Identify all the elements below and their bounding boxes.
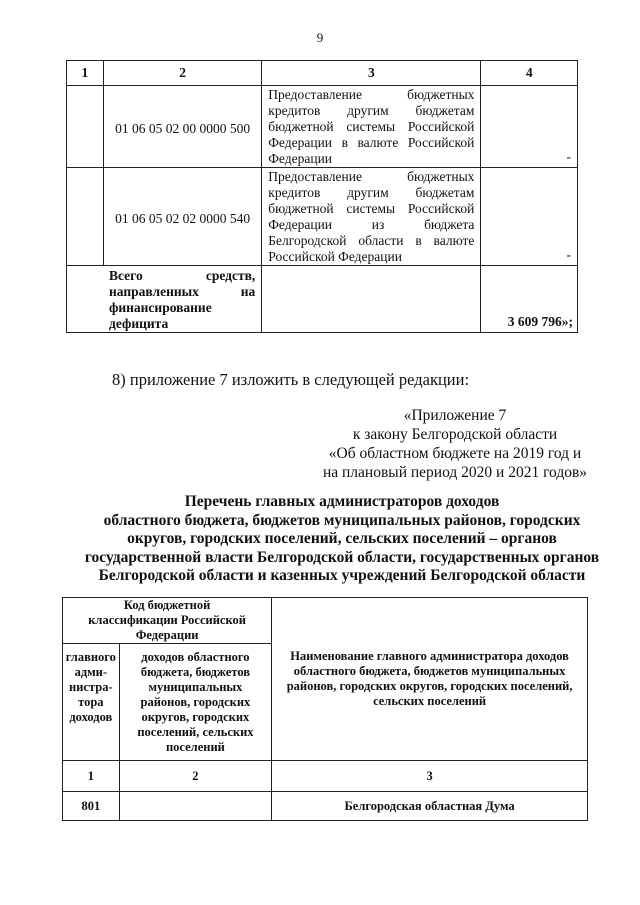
- table-row: [67, 86, 578, 168]
- total-label-line: финансирование: [109, 300, 212, 315]
- header-line: бюджета, бюджетов: [140, 665, 251, 679]
- header-line: районов, городских: [140, 695, 251, 709]
- description-line: Белгородской области в валюте: [268, 233, 475, 248]
- appendix-ref-line: «Об областном бюджете на 2019 год и: [328, 445, 582, 462]
- description-line: Федерации из бюджета: [268, 217, 475, 232]
- table-cell-empty: [67, 86, 104, 168]
- header-line: муниципальных: [148, 680, 243, 694]
- column-number-4: 4: [481, 61, 578, 86]
- admin-code-cell: 801: [63, 792, 120, 821]
- description-line: кредитов другим бюджетам: [268, 185, 475, 200]
- column-numbers-row: [63, 761, 588, 792]
- amount-cell: -: [481, 86, 578, 168]
- amount-cell: -: [481, 168, 578, 266]
- header-line: доходов областного: [141, 650, 250, 664]
- description-line: Предоставление бюджетных: [268, 169, 475, 184]
- administrator-name-header: Наименование главного администратора доходов областного бюджета, бюджетов муниципальных районов, городских округов, городских поселений, сельских поселений: [272, 598, 588, 761]
- appendix-ref-line: «Приложение 7: [403, 407, 507, 424]
- header-line: нистра-: [69, 680, 113, 694]
- title-line: государственной власти Белгородской области, государственных органов: [84, 548, 600, 566]
- header-line: доходов: [69, 710, 113, 724]
- title-line: Перечень главных администраторов доходов: [184, 493, 500, 510]
- description-cell: [262, 86, 481, 168]
- header-line: поселений: [165, 740, 225, 754]
- column-number-3: 3: [272, 761, 588, 792]
- description-line: Предоставление бюджетных: [268, 87, 475, 102]
- appendix-ref-line: к закону Белгородской области: [352, 426, 558, 443]
- title-line: областного бюджета, бюджетов муниципальных районов, городских: [103, 511, 581, 529]
- header-line: тора: [78, 695, 104, 709]
- total-label-cell: [67, 266, 262, 333]
- description-line: бюджетной системы Российской: [268, 201, 475, 216]
- description-line: Российской Федерации: [268, 249, 402, 264]
- appendix-ref-line: на плановый период 2020 и 2021 годов»: [322, 464, 588, 481]
- sources-financing-table-continued: [66, 60, 578, 333]
- total-label-line: Всего средств,: [109, 268, 256, 283]
- table-header-row: [67, 61, 578, 86]
- description-cell: [262, 168, 481, 266]
- table-cell-empty: [67, 168, 104, 266]
- description-line: Федерации в валюте Российской: [268, 135, 475, 150]
- income-code-header: [119, 644, 272, 761]
- budget-code-cell: 01 06 05 02 02 0000 540: [103, 168, 261, 266]
- page-number: 9: [316, 30, 324, 45]
- table-header-row: [63, 598, 588, 644]
- revenue-administrators-table: [62, 597, 588, 821]
- header-line: адми-: [74, 665, 108, 679]
- column-number-1: 1: [63, 761, 120, 792]
- header-line: главного: [65, 650, 116, 664]
- table-row: [67, 168, 578, 266]
- appendix-reference: [310, 406, 600, 482]
- total-amount-cell: 3 609 796»;: [481, 266, 578, 333]
- amendment-instruction: 8) приложение 7 изложить в следующей редакции:: [112, 370, 470, 389]
- total-label-line: дефицита: [109, 316, 169, 331]
- budget-code-cell: 01 06 05 02 00 0000 500: [103, 86, 261, 168]
- description-line: Федерации: [268, 151, 333, 166]
- column-number-1: 1: [67, 61, 104, 86]
- total-label-line: направленных на: [109, 284, 256, 299]
- table-cell-empty: [262, 266, 481, 333]
- income-code-cell: [119, 792, 272, 821]
- admin-code-header: [63, 644, 120, 761]
- header-line: округов, городских: [141, 710, 250, 724]
- title-line: округов, городских поселений, сельских поселений – органов: [127, 530, 557, 548]
- table-row: [63, 792, 588, 821]
- total-row: [67, 266, 578, 333]
- title-line: Белгородской области и казенных учреждений Белгородской области: [98, 567, 586, 585]
- column-number-3: 3: [262, 61, 481, 86]
- header-line: поселений, сельских: [137, 725, 254, 739]
- administrator-name-cell: Белгородская областная Дума: [272, 792, 588, 821]
- column-number-2: 2: [103, 61, 261, 86]
- classification-code-header: Код бюджетной классификации Российской Федерации: [63, 598, 272, 644]
- description-line: кредитов другим бюджетам: [268, 103, 475, 118]
- document-title: [62, 493, 622, 586]
- description-line: бюджетной системы Российской: [268, 119, 475, 134]
- column-number-2: 2: [119, 761, 272, 792]
